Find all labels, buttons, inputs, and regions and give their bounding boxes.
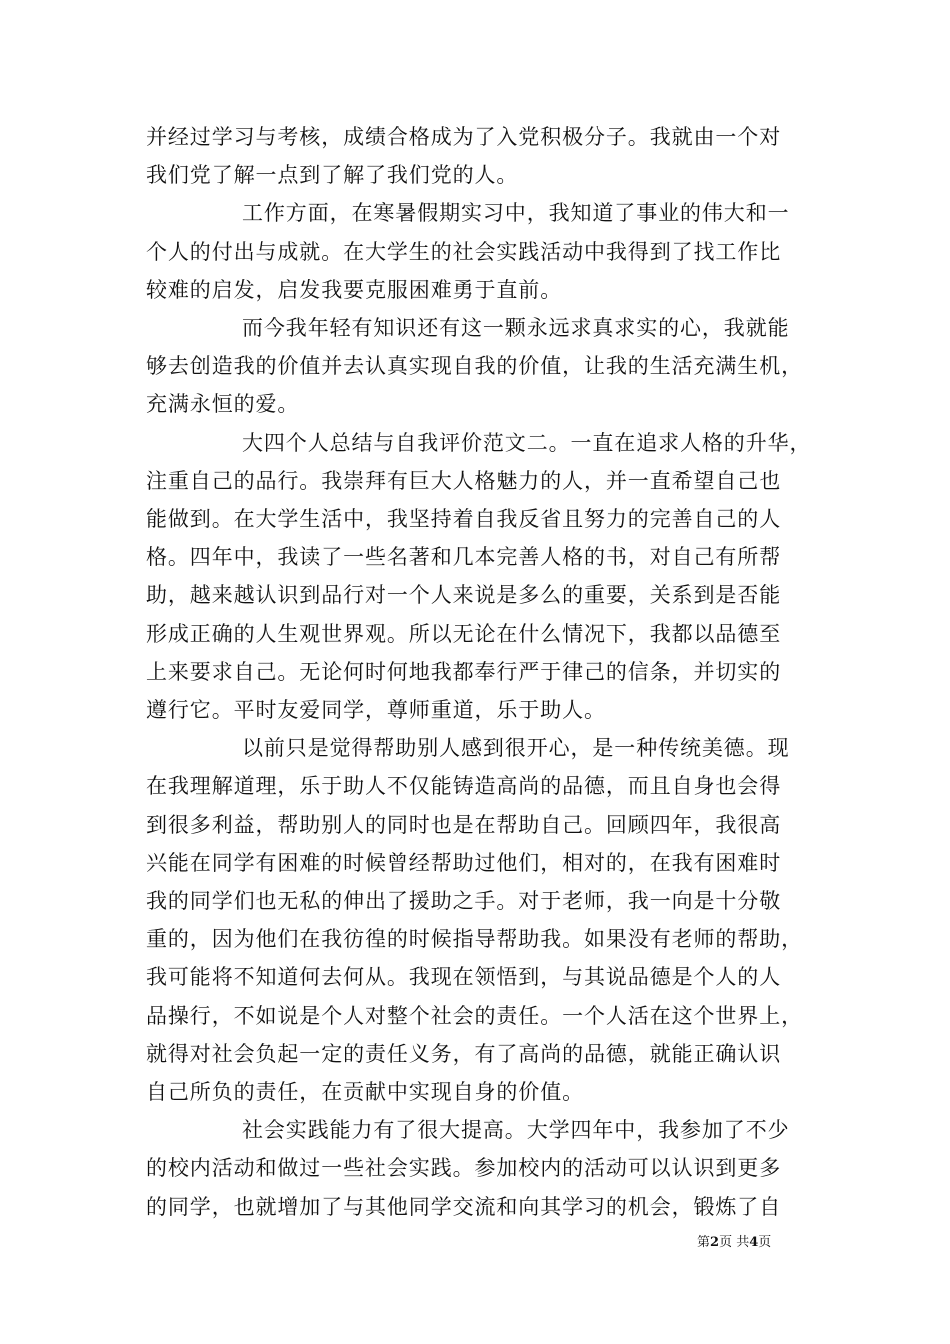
text-line: 在我理解道理，乐于助人不仅能铸造高尚的品德，而且自身也会得 bbox=[146, 774, 782, 799]
text-line: 到很多利益，帮助别人的同时也是在帮助自己。回顾四年，我很高 bbox=[146, 812, 782, 837]
text-line: 兴能在同学有困难的时候曾经帮助过他们，相对的，在我有困难时 bbox=[146, 850, 782, 875]
text-line: 大四个人总结与自我评价范文二。一直在追求人格的升华， bbox=[242, 430, 812, 455]
text-line: 而今我年轻有知识还有这一颗永远求真求实的心，我就能 bbox=[242, 316, 790, 341]
text-line: 注重自己的品行。我崇拜有巨大人格魅力的人，并一直希望自己也 bbox=[146, 468, 782, 493]
text-line: 遵行它。平时友爱同学，尊师重道，乐于助人。 bbox=[146, 698, 606, 723]
text-line: 自己所负的责任，在贡献中实现自身的价值。 bbox=[146, 1080, 584, 1105]
footer-current-page: 2 bbox=[710, 1235, 720, 1250]
text-line: 能做到。在大学生活中，我坚持着自我反省且努力的完善自己的人 bbox=[146, 507, 782, 532]
text-line: 够去创造我的价值并去认真实现自我的价值，让我的生活充满生机， bbox=[146, 354, 803, 379]
text-line: 并经过学习与考核，成绩合格成为了入党积极分子。我就由一个对 bbox=[146, 125, 782, 149]
text-line: 上来要求自己。无论何时何地我都奉行严于律己的信条，并切实的 bbox=[146, 659, 782, 684]
document-body bbox=[146, 118, 811, 1226]
footer-prefix: 第 bbox=[697, 1235, 711, 1250]
page-footer bbox=[697, 1231, 817, 1250]
text-line: 品操行，不如说是个人对整个社会的责任。一个人活在这个世界上， bbox=[146, 1003, 803, 1028]
footer-middle: 页 共 bbox=[719, 1235, 750, 1250]
footer-total-pages: 4 bbox=[749, 1235, 759, 1250]
text-line: 工作方面，在寒暑假期实习中，我知道了事业的伟大和一 bbox=[242, 201, 790, 226]
text-line: 较难的启发，启发我要克服困难勇于直前。 bbox=[146, 277, 563, 302]
text-line: 助，越来越认识到品行对一个人来说是多么的重要，关系到是否能 bbox=[146, 583, 782, 608]
text-line: 形成正确的人生观世界观。所以无论在什么情况下，我都以品德至 bbox=[146, 621, 782, 646]
text-line: 重的，因为他们在我彷徨的时候指导帮助我。如果没有老师的帮助， bbox=[146, 927, 803, 952]
text-line: 我的同学们也无私的伸出了援助之手。对于老师，我一向是十分敬 bbox=[146, 889, 782, 914]
text-line: 格。四年中，我读了一些名著和几本完善人格的书，对自己有所帮 bbox=[146, 545, 782, 570]
text-line: 的校内活动和做过一些社会实践。参加校内的活动可以认识到更多 bbox=[146, 1156, 782, 1181]
text-line: 我可能将不知道何去何从。我现在领悟到，与其说品德是个人的人 bbox=[146, 965, 782, 990]
text-line: 充满永恒的爱。 bbox=[146, 392, 300, 417]
text-line: 的同学，也就增加了与其他同学交流和向其学习的机会，锻炼了自 bbox=[146, 1194, 782, 1219]
text-line: 个人的付出与成就。在大学生的社会实践活动中我得到了找工作比 bbox=[146, 239, 782, 264]
text-line: 以前只是觉得帮助别人感到很开心，是一种传统美德。现 bbox=[242, 736, 790, 761]
text-line: 就得对社会负起一定的责任义务，有了高尚的品德，就能正确认识 bbox=[146, 1041, 782, 1066]
text-line: 社会实践能力有了很大提高。大学四年中，我参加了不少 bbox=[242, 1118, 790, 1143]
footer-suffix: 页 bbox=[758, 1235, 772, 1250]
text-line: 我们党了解一点到了解了我们党的人。 bbox=[146, 163, 519, 188]
